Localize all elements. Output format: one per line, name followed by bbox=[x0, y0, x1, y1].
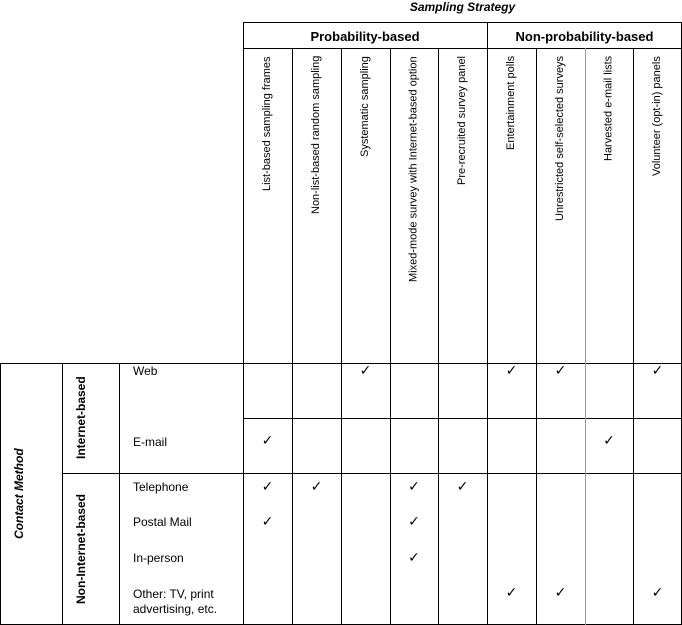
column-header bbox=[243, 56, 292, 343]
subgroup-non-internet-based: Non-Internet-based bbox=[74, 494, 88, 605]
column-header-text: Non-list-based random sampling bbox=[310, 56, 322, 215]
column-header bbox=[292, 56, 341, 343]
grid-line bbox=[243, 418, 682, 419]
grid-line bbox=[0, 363, 1, 625]
check-mark-icon: ✓ bbox=[554, 363, 567, 379]
row-label: Postal Mail bbox=[133, 515, 192, 529]
row-label: Other: TV, print advertising, etc. bbox=[133, 587, 218, 616]
column-header-text: Harvested e-mail lists bbox=[602, 56, 615, 162]
grid-line bbox=[243, 22, 682, 23]
check-mark-icon: ✓ bbox=[359, 363, 372, 379]
check-mark-icon: ✓ bbox=[505, 363, 518, 379]
column-header-text: Entertainment polls bbox=[505, 56, 517, 151]
contact-method-label: Contact Method bbox=[12, 448, 26, 540]
row-label: In-person bbox=[133, 551, 184, 565]
row-label: Telephone bbox=[133, 480, 189, 494]
sampling-strategy-title: Sampling Strategy bbox=[409, 0, 516, 14]
group-non-probability-based: Non-probability-based bbox=[515, 29, 654, 44]
check-mark-icon: ✓ bbox=[261, 479, 274, 495]
column-header bbox=[390, 56, 438, 343]
check-mark-icon: ✓ bbox=[603, 433, 615, 449]
column-header-text: Pre-recruited survey panel bbox=[456, 56, 468, 186]
column-header bbox=[633, 56, 682, 343]
grid-line bbox=[62, 473, 682, 474]
row-label: Web bbox=[133, 364, 158, 378]
subgroup-internet-based: Internet-based bbox=[74, 376, 88, 460]
grid-line bbox=[119, 363, 120, 625]
column-header bbox=[438, 56, 487, 343]
column-header-text: Mixed-mode survey with Internet-based option bbox=[407, 56, 420, 282]
group-probability-based: Probability-based bbox=[310, 29, 420, 44]
check-mark-icon: ✓ bbox=[554, 585, 567, 601]
column-header-text: Unrestricted self-selected surveys bbox=[554, 56, 566, 222]
column-header bbox=[487, 56, 536, 343]
check-mark-icon: ✓ bbox=[261, 433, 274, 449]
column-header bbox=[341, 56, 390, 343]
grid-line bbox=[243, 48, 682, 49]
column-header bbox=[585, 56, 633, 343]
column-header-text: Systematic sampling bbox=[359, 56, 371, 157]
check-mark-icon: ✓ bbox=[651, 363, 664, 379]
row-label: E-mail bbox=[133, 435, 168, 449]
check-mark-icon: ✓ bbox=[456, 479, 469, 495]
column-header-text: List-based sampling frames bbox=[261, 56, 273, 191]
check-mark-icon: ✓ bbox=[651, 585, 664, 601]
check-mark-icon: ✓ bbox=[310, 479, 323, 495]
column-header-text: Volunteer (opt-in) panels bbox=[651, 56, 663, 176]
check-mark-icon: ✓ bbox=[408, 514, 420, 530]
check-mark-icon: ✓ bbox=[261, 514, 274, 530]
grid-line bbox=[62, 363, 63, 625]
column-header bbox=[536, 56, 585, 343]
check-mark-icon: ✓ bbox=[505, 585, 518, 601]
check-mark-icon: ✓ bbox=[408, 479, 420, 495]
check-mark-icon: ✓ bbox=[408, 550, 420, 566]
